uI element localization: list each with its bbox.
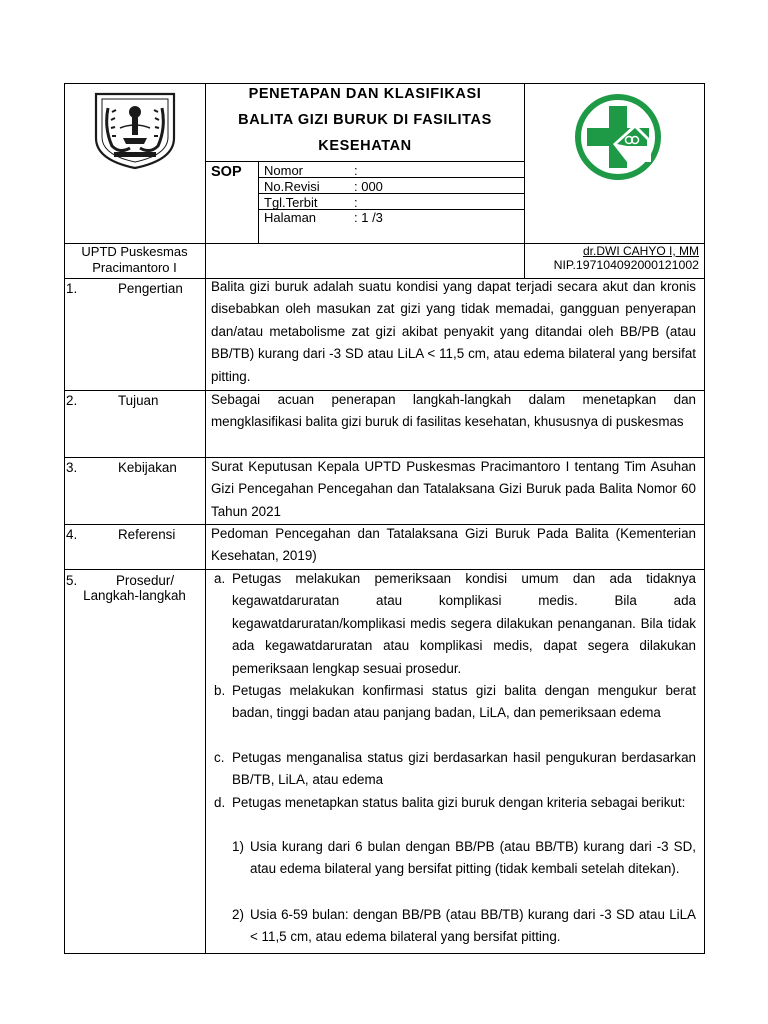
signer-name: dr.DWI CAHYO I, MM <box>582 244 699 258</box>
section-label-5-line-2: Langkah-langkah <box>83 588 186 603</box>
meta-label-nomor: Nomor <box>264 163 304 178</box>
unit-name-line-1: UPTD Puskesmas <box>81 244 188 259</box>
meta-label-revisi: No.Revisi <box>264 179 320 194</box>
procedure-subitem-marker-1: 1) <box>232 839 244 854</box>
section-number-4: 4. <box>66 527 78 542</box>
procedure-item-b: Petugas melakukan konfirmasi status gizi balita dengan mengukur berat badan, tinggi badan atau panjang badan, LiLA, dan pemeriksaan edema <box>232 683 696 721</box>
unit-name-line-2: Pracimantoro I <box>92 260 177 275</box>
meta-value-nomor: : <box>354 163 358 178</box>
procedure-subitem-marker-2: 2) <box>232 907 244 922</box>
sop-label: SOP <box>211 164 242 180</box>
meta-label-terbit: Tgl.Terbit <box>264 195 318 210</box>
section-label-4: Referensi <box>118 527 176 542</box>
title-line-3: KESEHATAN <box>318 138 412 154</box>
procedure-marker-a: a. <box>214 571 226 586</box>
meta-value-terbit: : <box>354 195 358 210</box>
procedure-item-c: Petugas menganalisa status gizi berdasarkan hasil pengukuran berdasarkan BB/TB, LiLA, atau edema <box>232 750 696 788</box>
meta-label-halaman: Halaman <box>264 210 317 225</box>
regency-emblem-logo <box>90 88 180 170</box>
section-number-2: 2. <box>66 393 78 408</box>
section-number-3: 3. <box>66 460 78 475</box>
puskesmas-logo <box>573 92 663 182</box>
section-label-3: Kebijakan <box>118 460 177 475</box>
section-text-1: Balita gizi buruk adalah suatu kondisi yang dapat terjadi secara akut dan kronis disebabkan oleh masukan zat gizi yang tidak memadai, gangguan penyerapan dan/atau metabolisme zat gizi akibat penyakit yang ditandai oleh BB/PB (atau BB/TB) kurang dari -3 SD atau LiLA < 11,5 cm, atau edema bilateral yang bersifat pitting. <box>211 279 696 384</box>
section-label-1: Pengertian <box>118 281 183 296</box>
section-number-1: 1. <box>66 281 78 296</box>
section-number-5: 5. <box>66 573 78 588</box>
procedure-item-d: Petugas menetapkan status balita gizi buruk dengan kriteria sebagai berikut: <box>232 795 686 810</box>
section-label-5-line-1: Prosedur/ <box>116 573 175 588</box>
title-line-1: PENETAPAN DAN KLASIFIKASI <box>248 86 482 102</box>
section-label-2: Tujuan <box>118 393 159 408</box>
meta-value-halaman: : 1 /3 <box>354 210 383 225</box>
meta-value-revisi: : 000 <box>354 179 383 194</box>
procedure-marker-c: c. <box>214 750 225 765</box>
procedure-marker-b: b. <box>214 683 226 698</box>
procedure-subitem-2: Usia 6-59 bulan: dengan BB/PB (atau BB/TB) kurang dari -3 SD atau LiLA < 11,5 cm, atau edema bilateral yang bersifat pitting. <box>250 907 696 945</box>
procedure-item-a: Petugas melakukan pemeriksaan kondisi umum dan ada tidaknya kegawatdaruratan atau komplikasi medis. Bila ada kegawatdaruratan/komplikasi medis segera dilakukan penanganan. Bila tidak ada kegawatdaruratan atau komplikasi medis, dapat segera dilakukan pemeriksaan lengkap sesuai prosedur. <box>232 571 696 676</box>
procedure-subitem-1: Usia kurang dari 6 bulan dengan BB/PB (atau BB/TB) kurang dari -3 SD, atau edema bilateral yang bersifat pitting (tidak kembali setelah ditekan). <box>250 839 696 877</box>
procedure-marker-d: d. <box>214 795 226 810</box>
section-text-3: Surat Keputusan Kepala UPTD Puskesmas Pracimantoro I tentang Tim Asuhan Gizi Pencegahan Pencegahan dan Tatalaksana Gizi Buruk pada Balita Nomor 60 Tahun 2021 <box>211 459 696 519</box>
section-text-4: Pedoman Pencegahan dan Tatalaksana Gizi Buruk Pada Balita (Kementerian Kesehatan, 2019) <box>211 526 696 564</box>
title-line-2: BALITA GIZI BURUK DI FASILITAS <box>238 112 492 128</box>
signer-nip: NIP.197104092000121002 <box>553 258 699 272</box>
section-text-2: Sebagai acuan penerapan langkah-langkah dalam menetapkan dan mengklasifikasi balita gizi buruk di fasilitas kesehatan, khususnya di puskesmas <box>211 392 696 430</box>
